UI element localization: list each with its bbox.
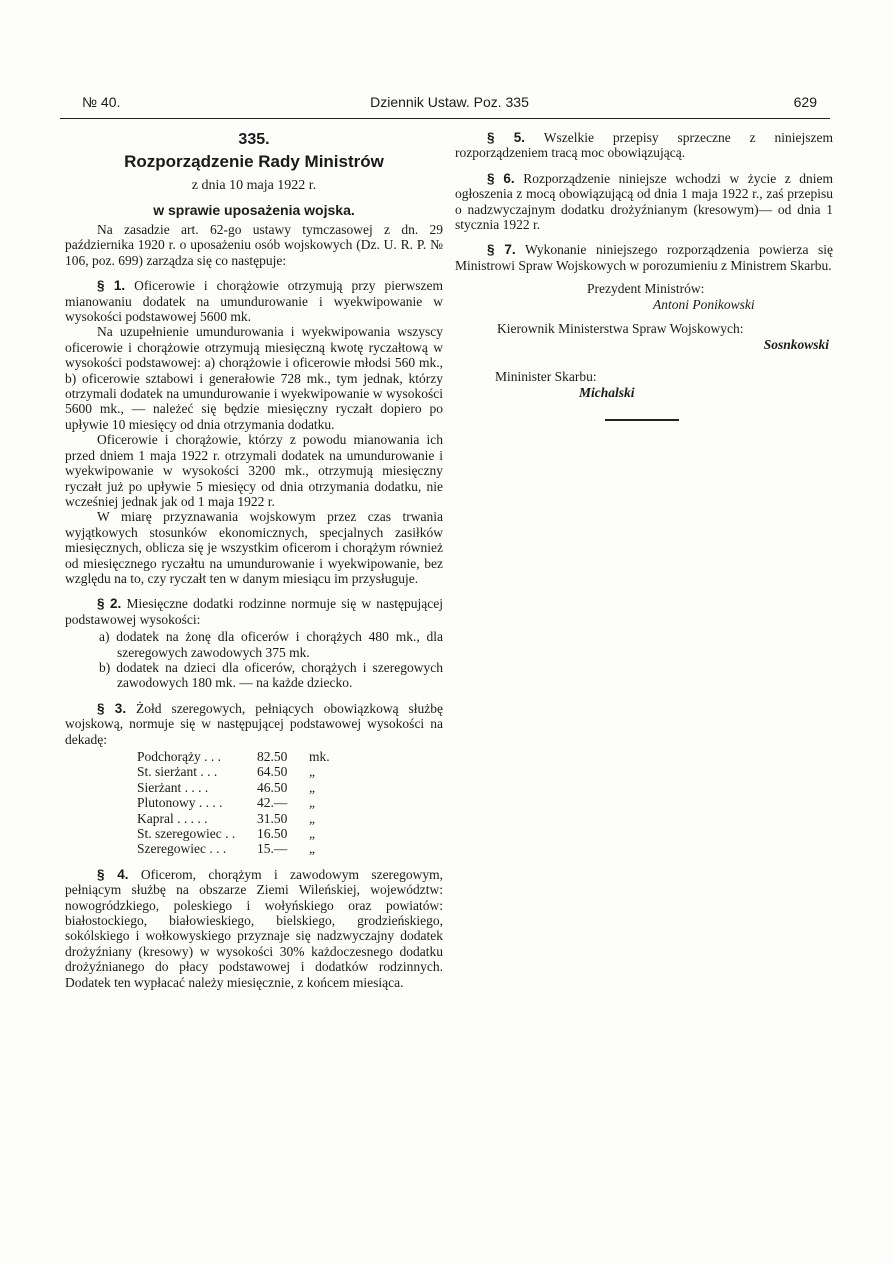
section-7-label: § 7.: [487, 242, 516, 258]
pay-unit: „: [309, 841, 315, 857]
pay-amount: 31.50: [257, 810, 288, 826]
table-row: [137, 749, 330, 764]
section-7-text: Wykonanie niniejszego rozporządzenia powierza się Ministrowi Spraw Wojskowych w porozumieniu z Ministrem Skarbu.: [455, 242, 833, 273]
section-3-label: § 3.: [97, 700, 127, 716]
section-3-intro-text: Żołd szeregowych, pełniących obowiązkową służbę wojskową, normuje się w następującej podstawowej wysokości na dekadę:: [65, 700, 443, 747]
issue-number: № 40.: [82, 94, 121, 110]
section-1-p3: Oficerowie i chorążowie, którzy z powodu mianowania ich przed dniem 1 maja 1922 r. otrzymali dodatek na umundurowanie i wyekwipowanie w wysokości 3200 mk., otrzymują miesięczny ryczałt już po upływie 5 miesięcy od dnia otrzymania dodatku, nie wcześniej jednak jak od 1 maja 1922 r.: [65, 432, 443, 509]
pay-rank: Plutonowy . . . .: [137, 795, 223, 811]
pay-amount: 42.—: [257, 795, 288, 811]
pay-amount: 16.50: [257, 826, 288, 842]
section-1-p1-text: Oficerowie i chorążowie otrzymują przy pierwszem mianowaniu dodatek na umundurowanie i wyekwipowanie w wysokości podstawowej 5600 mk.: [65, 278, 443, 325]
table-row: [137, 764, 330, 779]
pay-rank: Szeregowiec . . .: [137, 841, 227, 857]
pm-signature: Antoni Ponikowski: [653, 297, 755, 313]
section-7: [455, 242, 833, 273]
page-number: 629: [793, 94, 817, 110]
pay-amount: 82.50: [257, 749, 288, 764]
pay-rank: Podchorąży . . .: [137, 749, 221, 764]
section-2-label: § 2.: [97, 596, 122, 612]
military-minister-signature: Sosnkowski: [763, 337, 829, 353]
table-row: [137, 811, 330, 826]
section-1-label: § 1.: [97, 278, 126, 294]
section-4-label: § 4.: [97, 866, 129, 882]
pay-rank: Kapral . . . . .: [137, 810, 208, 826]
pay-unit: mk.: [309, 749, 330, 764]
list-item: b) dodatek na dzieci dla oficerów, chorążych i szeregowych zawodowych 180 mk. — na każde dziecko.: [99, 659, 443, 691]
section-5-label: § 5.: [487, 130, 526, 145]
document-subject: w sprawie uposażenia wojska.: [153, 202, 355, 218]
document-title: Rozporządzenie Rady Ministrów: [124, 152, 384, 171]
section-1-p2: Na uzupełnienie umundurowania i wyekwipowania wszyscy oficerowie i chorążowie otrzymują miesięczną kwotę ryczałtową w wysokości podstawowej: a) chorążowie i oficerowie młodsi 560 mk., b) oficerowie sztabowi i generałowie 728 mk., tym jednak, którzy otrzymali dodatek na umundurowanie i wyekwipowanie w wysokości 5600 mk., — należeć się będzie miesięczny ryczałt dopiero po upływie 10 miesięcy od dnia otrzymania dodatku.: [65, 324, 443, 432]
table-row: [137, 780, 330, 795]
section-6-text: Rozporządzenie niniejsze wchodzi w życie z dniem ogłoszenia z mocą obowiązującą od dnia 1 maja 1922 r., zaś przepisu o nadzwyczajnym dodatku drożyźnianym (kresowym)— od dnia 1 stycznia 1922 r.: [455, 170, 833, 233]
section-2-list: [65, 629, 443, 691]
pay-unit: „: [309, 764, 315, 780]
preamble: Na zasadzie art. 62-go ustawy tymczasowej z dn. 29 października 1920 r. o uposażeniu osób wojskowych (Dz. U. R. P. № 106, poz. 699) zarządza się co następuje:: [65, 222, 443, 268]
signatures: [455, 281, 833, 401]
table-row: [137, 795, 330, 810]
right-column: [455, 130, 833, 421]
section-6: [455, 171, 833, 233]
list-item: a) dodatek na żonę dla oficerów i chorążych 480 mk., dla szeregowych zawodowych 375 mk.: [99, 629, 443, 660]
pay-unit: „: [309, 826, 315, 842]
section-2-intro: [65, 596, 443, 627]
pay-amount: 15.—: [257, 841, 288, 857]
military-minister-label: Kierownik Ministerstwa Spraw Wojskowych:: [497, 321, 744, 337]
document-date: z dnia 10 maja 1922 r.: [191, 178, 317, 193]
section-4: [65, 867, 443, 990]
section-5: [455, 130, 833, 161]
treasury-minister-signature: Michalski: [579, 385, 635, 401]
section-4-text: Oficerom, chorążym i zawodowym szeregowym, pełniącym służbę na obszarze Ziemi Wileńskiej, województw: nowogródzkiego, poleskiego i wołyńskiego oraz powiatów: białostockiego, białowieskiego, bielskiego, grodzieńskiego, sokólskiego i wołkowyskiego przyznaje się nadzwyczajny dodatek drożyźniany (kresowy) w wysokości 30% każdoczesnego dodatku drożyźnianego do płacy podstawowej i dodatków rodzinnych. Dodatek ten wypłacać należy miesięcznie, z końcem miesiąca.: [65, 866, 443, 990]
section-1-p1: [65, 278, 443, 324]
pay-rank: Sierżant . . . .: [137, 779, 209, 795]
section-3-intro: [65, 701, 443, 747]
pay-unit: „: [309, 795, 315, 811]
pay-amount: 64.50: [257, 764, 288, 780]
pay-unit: „: [309, 779, 315, 795]
pay-unit: „: [309, 810, 315, 826]
pay-table: [137, 749, 330, 857]
end-divider: [605, 419, 679, 421]
header-divider: [60, 118, 830, 119]
table-row: [137, 841, 330, 856]
section-2-intro-text: Miesięczne dodatki rodzinne normuje się w następującej podstawowej wysokości:: [65, 596, 443, 627]
treasury-minister-label: Mininister Skarbu:: [495, 369, 597, 385]
table-row: [137, 826, 330, 841]
section-5-text: Wszelkie przepisy sprzeczne z niniejszem rozporządzeniem tracą moc obowiązującą.: [455, 130, 833, 161]
pay-rank: St. sierżant . . .: [137, 764, 218, 780]
left-column: [65, 130, 443, 990]
pm-label: Prezydent Ministrów:: [587, 281, 705, 297]
page-header: [82, 94, 817, 114]
section-6-label: § 6.: [487, 170, 515, 186]
pay-rank: St. szeregowiec . .: [137, 826, 236, 842]
section-1-p4: W miarę przyznawania wojskowym przez czas trwania wyjątkowych stosunków ekonomicznych, specjalnych zasiłków miesięcznych, oblicza się je wszystkim oficerom i chorążym również od miesięcznego ryczałtu na umundurowanie i wyekwipowanie, bez względu na to, czy ryczałt ten w danym miesiącu im przysługuje.: [65, 509, 443, 586]
pay-amount: 46.50: [257, 779, 288, 795]
document-number: 335.: [238, 131, 270, 148]
journal-title: Dziennik Ustaw. Poz. 335: [370, 94, 529, 110]
